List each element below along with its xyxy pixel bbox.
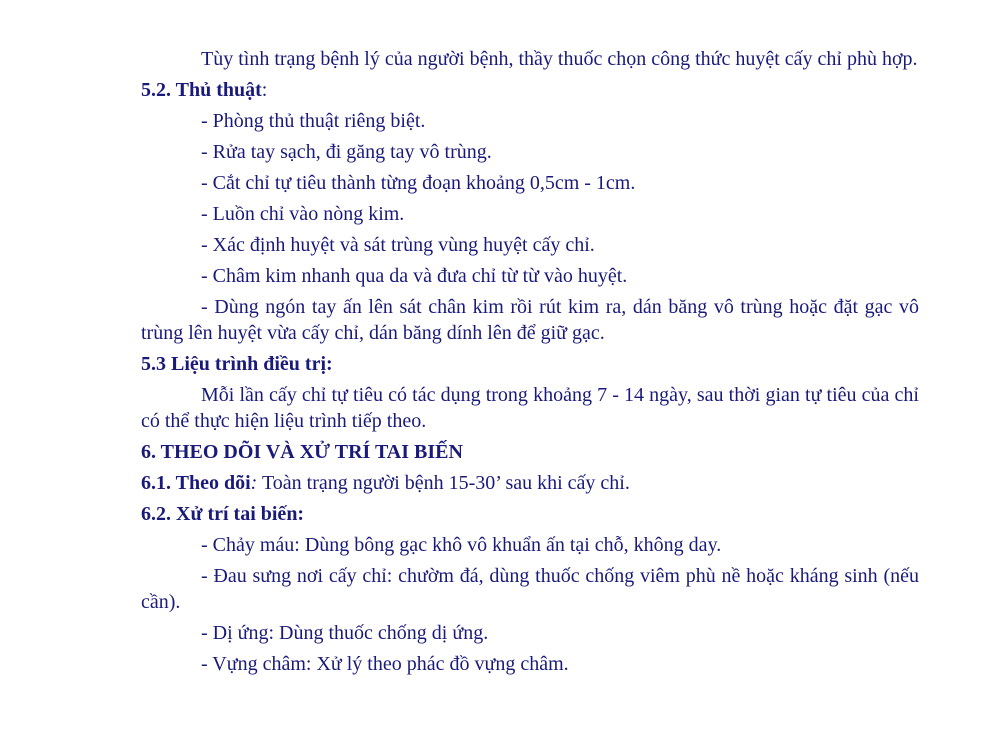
step-5-2-3: - Cắt chỉ tự tiêu thành từng đoạn khoảng 0,5cm - 1cm. (201, 172, 636, 194)
heading-6-1-text: 6.1. Theo dõi (141, 472, 251, 494)
step-5-2-6: - Châm kim nhanh qua da và đưa chỉ từ từ vào huyệt. (201, 265, 628, 287)
step-6-2-4: - Vựng châm: Xử lý theo phác đồ vựng châm. (201, 653, 569, 675)
heading-6: 6. THEO DÕI VÀ XỬ TRÍ TAI BIẾN (141, 441, 463, 463)
step-6-2-2: - Đau sưng nơi cấy chỉ: chườm đá, dùng thuốc chống viêm phù nề hoặc kháng sinh (nếu cần). (141, 565, 919, 613)
heading-6-1-colon: : (250, 472, 258, 494)
heading-5-3: 5.3 Liệu trình điều trị: (141, 353, 333, 375)
step-5-2-4: - Luồn chỉ vào nòng kim. (201, 203, 405, 225)
step-5-2-1: - Phòng thủ thuật riêng biệt. (201, 110, 426, 132)
document-page (141, 46, 919, 677)
step-5-2-5: - Xác định huyệt và sát trùng vùng huyệt cấy chỉ. (201, 234, 595, 256)
paragraph-5-3: Mỗi lần cấy chỉ tự tiêu có tác dụng trong khoảng 7 - 14 ngày, sau thời gian tự tiêu của chỉ có thể thực hiện liệu trình tiếp theo. (141, 384, 919, 432)
heading-5-2-text: 5.2. Thủ thuật (141, 79, 262, 101)
step-5-2-2: - Rửa tay sạch, đi găng tay vô trùng. (201, 141, 492, 163)
step-5-2-7: - Dùng ngón tay ấn lên sát chân kim rồi rút kim ra, dán băng vô trùng hoặc đặt gạc vô trùng lên huyệt vừa cấy chỉ, dán băng dính lên để giữ gạc. (141, 296, 919, 344)
step-6-2-1: - Chảy máu: Dùng bông gạc khô vô khuẩn ấn tại chỗ, không day. (201, 534, 722, 556)
section-6-1 (141, 470, 919, 496)
paragraph-6-1: Toàn trạng người bệnh 15-30’ sau khi cấy chỉ. (257, 472, 630, 494)
intro-paragraph: Tùy tình trạng bệnh lý của người bệnh, thầy thuốc chọn công thức huyệt cấy chỉ phù hợp. (201, 48, 918, 70)
heading-5-2 (141, 77, 919, 103)
step-6-2-3: - Dị ứng: Dùng thuốc chống dị ứng. (201, 622, 489, 644)
heading-6-2: 6.2. Xử trí tai biến: (141, 503, 305, 525)
heading-5-2-colon: : (261, 79, 268, 101)
